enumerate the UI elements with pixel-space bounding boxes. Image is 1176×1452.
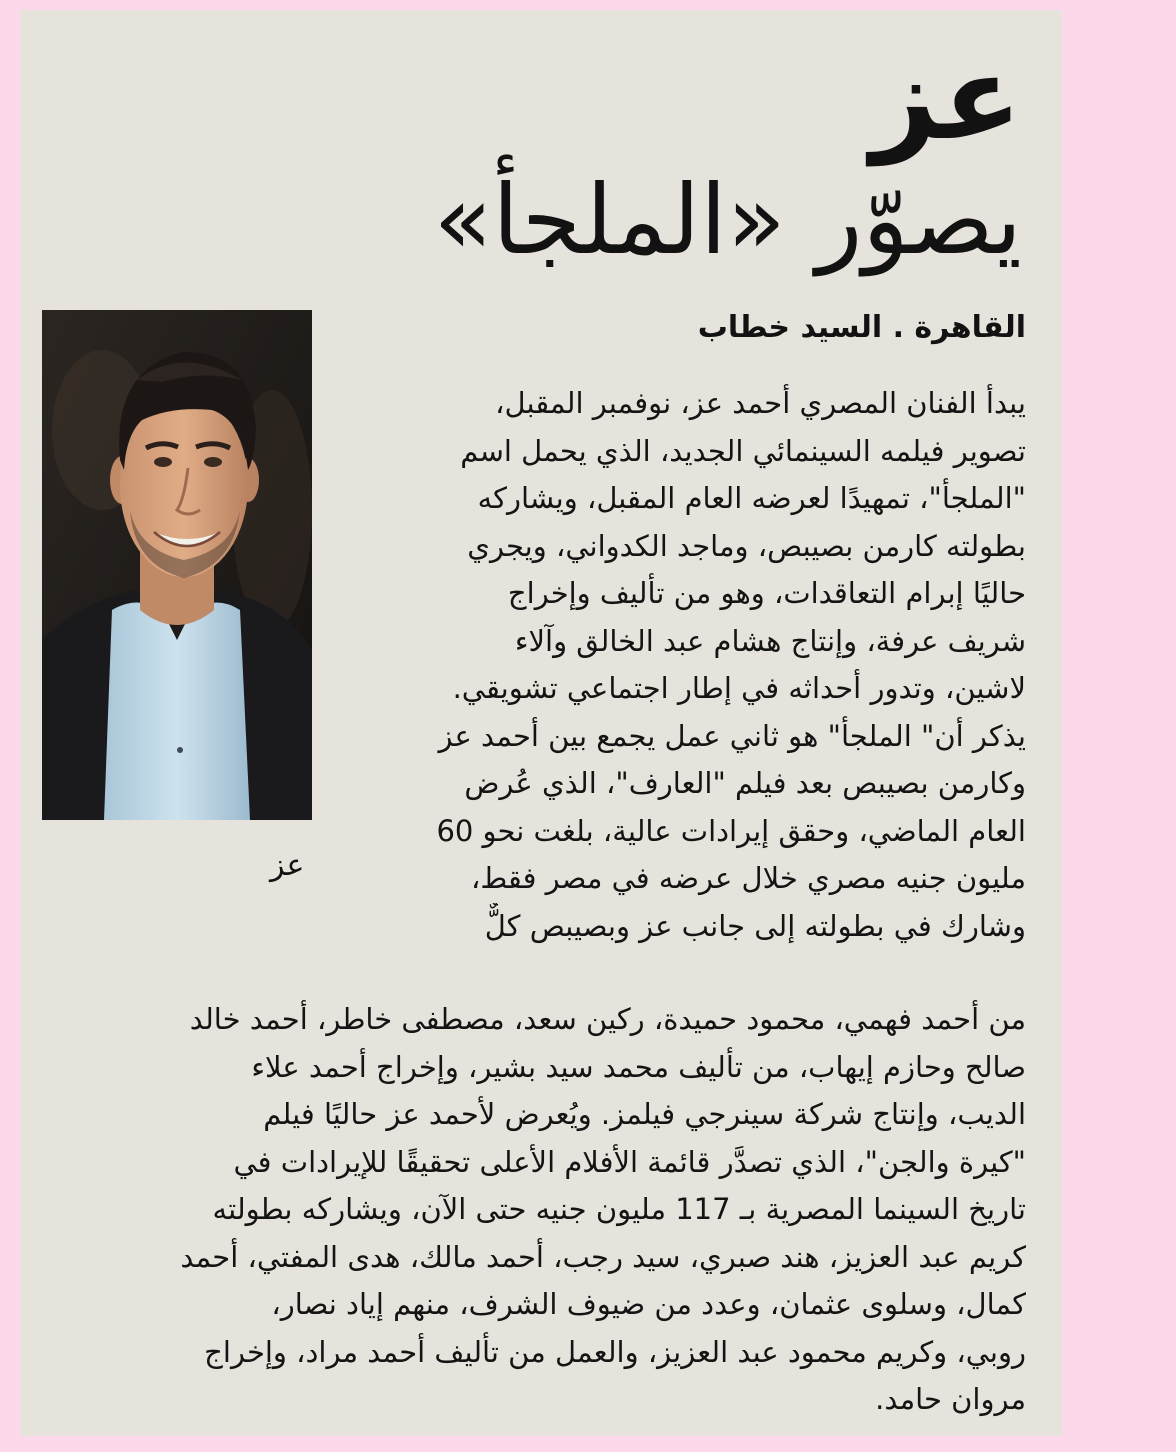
headline-sub: يصوّر «الملجأ» xyxy=(433,164,1022,276)
body-line: مليون جنيه مصري خلال عرضه في مصر فقط، xyxy=(471,861,1026,895)
body-line: صالح وحازم إيهاب، من تأليف محمد سيد بشير، وإخراج أحمد علاء xyxy=(251,1049,1026,1084)
headline-main: عز xyxy=(870,31,1022,166)
body-line: تاريخ السينما المصرية بـ 117 مليون جنيه حتى الآن، ويشاركه بطولته xyxy=(212,1192,1026,1226)
body-line: بطولته كارمن بصيبص، وماجد الكدواني، ويجري xyxy=(467,528,1026,563)
newspaper-clipping xyxy=(20,10,1062,1436)
article-body-narrow xyxy=(340,380,1026,950)
portrait-illustration xyxy=(42,310,312,820)
body-line: مروان حامد. xyxy=(875,1382,1026,1416)
portrait-photo xyxy=(42,310,312,820)
body-line: وكارمن بصيبص بعد فيلم "العارف"، الذي عُرض xyxy=(464,766,1026,800)
body-line: من أحمد فهمي، محمود حميدة، ركين سعد، مصطفى خاطر، أحمد خالد xyxy=(189,1002,1026,1036)
body-line: الديب، وإنتاج شركة سينرجي فيلمز. ويُعرض لأحمد عز حاليًا فيلم xyxy=(263,1097,1026,1131)
body-line: يبدأ الفنان المصري أحمد عز، نوفمبر المقبل، xyxy=(495,386,1026,420)
photo-caption: عز xyxy=(270,848,305,883)
body-line: كريم عبد العزيز، هند صبري، سيد رجب، أحمد مالك، هدى المفتي، أحمد xyxy=(180,1239,1026,1274)
body-line: روبي، وكريم محمود عبد العزيز، والعمل من تأليف أحمد مراد، وإخراج xyxy=(204,1334,1026,1369)
body-line: لاشين، وتدور أحداثه في إطار اجتماعي تشويقي. xyxy=(452,671,1026,705)
byline: القاهرة . السيد خطاب xyxy=(697,310,1026,345)
body-line: شريف عرفة، وإنتاج هشام عبد الخالق وآلاء xyxy=(514,623,1026,658)
body-line: تصوير فيلمه السينمائي الجديد، الذي يحمل اسم xyxy=(460,433,1026,468)
body-line: يذكر أن" الملجأ" هو ثاني عمل يجمع بين أحمد عز xyxy=(438,718,1026,753)
body-line: العام الماضي، وحقق إيرادات عالية، بلغت نحو 60 xyxy=(436,813,1026,848)
body-line: وشارك في بطولته إلى جانب عز وبصيبص كلٌّ xyxy=(484,908,1026,943)
body-line: كمال، وسلوى عثمان، وعدد من ضيوف الشرف، منهم إياد نصار، xyxy=(271,1287,1026,1321)
body-line: حاليًا إبرام التعاقدات، وهو من تأليف وإخراج xyxy=(507,576,1026,610)
body-line: "كيرة والجن"، الذي تصدَّر قائمة الأفلام الأعلى تحقيقًا للإيرادات في xyxy=(233,1144,1026,1179)
article-body-wide xyxy=(56,996,1026,1424)
body-line: "الملجأ"، تمهيدًا لعرضه العام المقبل، ويشاركه xyxy=(477,481,1026,515)
